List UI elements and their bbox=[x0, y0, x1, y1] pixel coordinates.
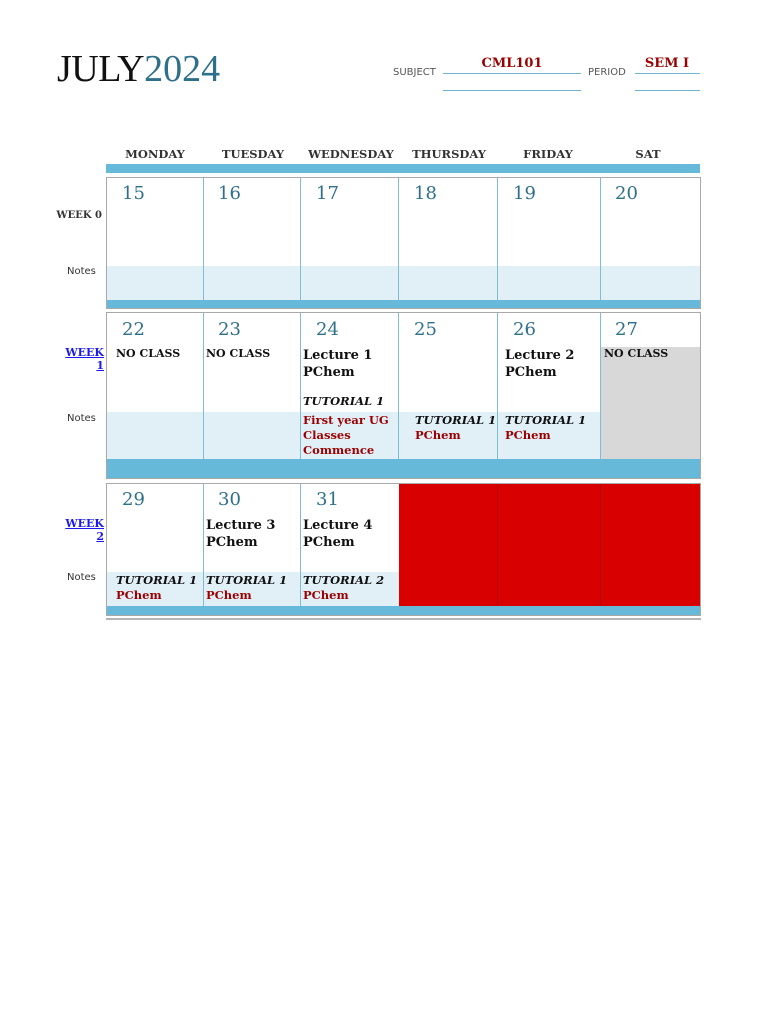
month-label: JULY bbox=[57, 48, 145, 90]
date-15: 15 bbox=[122, 183, 145, 204]
monday-no-class: NO CLASS bbox=[116, 347, 181, 360]
thursday-tutorial-course: PChem bbox=[415, 428, 461, 442]
date-26: 26 bbox=[513, 319, 536, 340]
week-2-divider bbox=[497, 484, 498, 606]
day-header-monday: MONDAY bbox=[125, 147, 185, 161]
week-0-divider bbox=[300, 178, 301, 300]
wednesday-lecture-4-course: PChem bbox=[303, 535, 355, 550]
saturday-no-class-cell bbox=[601, 347, 700, 459]
week-2-link[interactable]: WEEK 2 bbox=[65, 517, 104, 543]
week-2-divider bbox=[600, 484, 601, 606]
period-underline-2 bbox=[635, 90, 700, 91]
date-17: 17 bbox=[316, 183, 339, 204]
subject-label: SUBJECT bbox=[393, 67, 436, 78]
day-header-friday: FRIDAY bbox=[523, 147, 573, 161]
friday-tutorial: TUTORIAL 1 bbox=[505, 413, 587, 427]
friday-tutorial-course: PChem bbox=[505, 428, 551, 442]
date-29: 29 bbox=[122, 489, 145, 510]
wednesday-tutorial-2-course: PChem bbox=[303, 588, 349, 602]
date-19: 19 bbox=[513, 183, 536, 204]
wednesday-lecture-course: PChem bbox=[303, 365, 355, 380]
week-2-bottom-bar bbox=[107, 606, 700, 615]
day-header-tuesday: TUESDAY bbox=[221, 147, 285, 161]
day-header-saturday: SAT bbox=[635, 147, 661, 161]
week-1-link[interactable]: WEEK 1 bbox=[65, 346, 104, 372]
thursday-tutorial: TUTORIAL 1 bbox=[415, 413, 497, 427]
week-1-notes-label: Notes bbox=[67, 413, 96, 424]
date-20: 20 bbox=[615, 183, 638, 204]
date-23: 23 bbox=[218, 319, 241, 340]
friday-lecture-2: Lecture 2 bbox=[505, 348, 575, 363]
wednesday-tutorial: TUTORIAL 1 bbox=[303, 394, 385, 408]
calendar-title bbox=[57, 44, 220, 94]
day-header-thursday: THURSDAY bbox=[412, 147, 486, 161]
week-2-divider bbox=[203, 484, 204, 606]
period-underline bbox=[635, 73, 700, 74]
date-30: 30 bbox=[218, 489, 241, 510]
bottom-rule bbox=[106, 618, 701, 620]
week-1-divider bbox=[600, 313, 601, 459]
period-label: PERIOD bbox=[588, 67, 626, 78]
tuesday-no-class: NO CLASS bbox=[206, 347, 271, 360]
date-24: 24 bbox=[316, 319, 339, 340]
subject-underline-2 bbox=[443, 90, 581, 91]
monday-tutorial-course: PChem bbox=[116, 588, 162, 602]
week-2-divider bbox=[300, 484, 301, 606]
monday-tutorial: TUTORIAL 1 bbox=[116, 573, 198, 587]
month-end-block bbox=[399, 484, 700, 606]
week-2-notes-label: Notes bbox=[67, 572, 96, 583]
friday-lecture-course: PChem bbox=[505, 365, 557, 380]
wednesday-note: First year UG Classes Commence bbox=[303, 413, 389, 457]
day-header-wednesday: WEDNESDAY bbox=[308, 147, 394, 161]
tuesday-lecture-course: PChem bbox=[206, 535, 258, 550]
week-0-notes-row bbox=[107, 266, 700, 300]
week-0-divider bbox=[497, 178, 498, 300]
saturday-no-class: NO CLASS bbox=[604, 347, 669, 360]
date-31: 31 bbox=[316, 489, 339, 510]
week-1-divider bbox=[497, 313, 498, 459]
header-bar bbox=[106, 164, 700, 173]
date-18: 18 bbox=[414, 183, 437, 204]
wednesday-lecture-4: Lecture 4 bbox=[303, 518, 373, 533]
week-0-bottom-bar bbox=[107, 300, 700, 308]
subject-value: CML101 bbox=[481, 56, 543, 71]
year-label: 2024 bbox=[144, 48, 221, 90]
wednesday-lecture-1: Lecture 1 bbox=[303, 348, 373, 363]
week-1-divider bbox=[203, 313, 204, 459]
tuesday-tutorial-course: PChem bbox=[206, 588, 252, 602]
week-1-bottom-bar bbox=[107, 459, 700, 478]
week-1-divider bbox=[398, 313, 399, 459]
week-0-divider bbox=[398, 178, 399, 300]
period-value: SEM I bbox=[644, 56, 690, 71]
week-1-divider bbox=[300, 313, 301, 459]
week-0-divider bbox=[600, 178, 601, 300]
date-27: 27 bbox=[615, 319, 638, 340]
tuesday-lecture-3: Lecture 3 bbox=[206, 518, 276, 533]
tuesday-tutorial: TUTORIAL 1 bbox=[206, 573, 288, 587]
week-0-label: WEEK 0 bbox=[56, 210, 102, 221]
wednesday-tutorial-2: TUTORIAL 2 bbox=[303, 573, 385, 587]
week-0-notes-label: Notes bbox=[67, 266, 96, 277]
subject-underline bbox=[443, 73, 581, 74]
date-16: 16 bbox=[218, 183, 241, 204]
date-22: 22 bbox=[122, 319, 145, 340]
date-25: 25 bbox=[414, 319, 437, 340]
week-0-divider bbox=[203, 178, 204, 300]
